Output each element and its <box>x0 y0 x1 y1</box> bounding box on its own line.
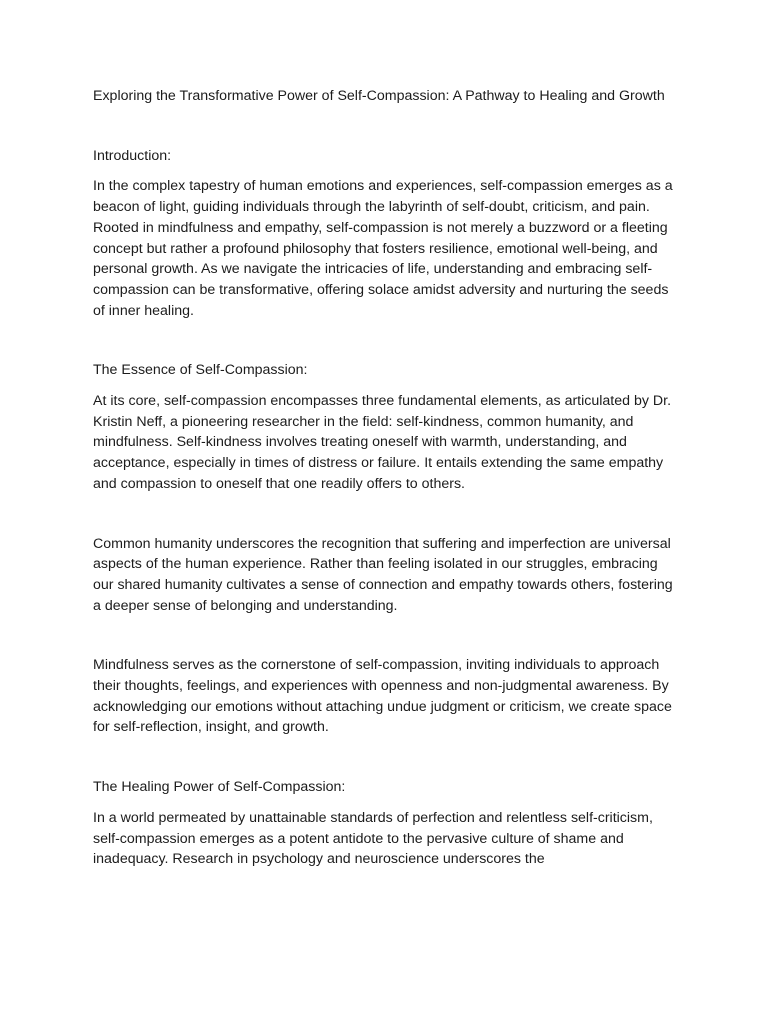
section-heading-essence: The Essence of Self-Compassion: <box>93 362 308 379</box>
paragraph: At its core, self-compassion encompasses three fundamental elements, as articulated by Dr. Kristin Neff, a pioneering researcher in the field: self-kindness, common humanity, and mindfulness. Self-kindness involves treating oneself with warmth, understanding, and acceptance, especially in times of distress or failure. It entails extending the same empathy and compassion to oneself that one readily offers to others. <box>93 393 672 492</box>
paragraph: In the complex tapestry of human emotions and experiences, self-compassion emerges as a beacon of light, guiding individuals through the labyrinth of self-doubt, criticism, and pain. Rooted in mindfulness and empathy, self-compassion is not merely a buzzword or a fleeting concept but rather a profound philosophy that fosters resilience, emotional well-being, and personal growth. As we navigate the intricacies of life, understanding and embracing self-compassion can be transformative, offering solace amidst adversity and nurturing the seeds of inner healing. <box>93 178 673 319</box>
paragraph: In a world permeated by unattainable standards of perfection and relentless self-criticism, self-compassion emerges as a potent antidote to the pervasive culture of shame and inadequacy. Research in psychology and neuroscience underscores the <box>93 809 653 868</box>
document-body <box>93 86 677 870</box>
section-heading-introduction: Introduction: <box>93 147 172 164</box>
section-heading-healing-power: The Healing Power of Self-Compassion: <box>93 779 346 796</box>
paragraph: Common humanity underscores the recognition that suffering and imperfection are universal aspects of the human experience. Rather than feeling isolated in our struggles, embracing our shared humanity cultivates a sense of connection and empathy towards others, fostering a deeper sense of belonging and understanding. <box>93 535 673 614</box>
document-title: Exploring the Transformative Power of Self-Compassion: A Pathway to Healing and Growth <box>93 88 665 104</box>
paragraph: Mindfulness serves as the cornerstone of self-compassion, inviting individuals to approach their thoughts, feelings, and experiences with openness and non-judgmental awareness. By acknowledging our emotions without attaching undue judgment or criticism, we create space for self-reflection, insight, and growth. <box>93 657 672 736</box>
